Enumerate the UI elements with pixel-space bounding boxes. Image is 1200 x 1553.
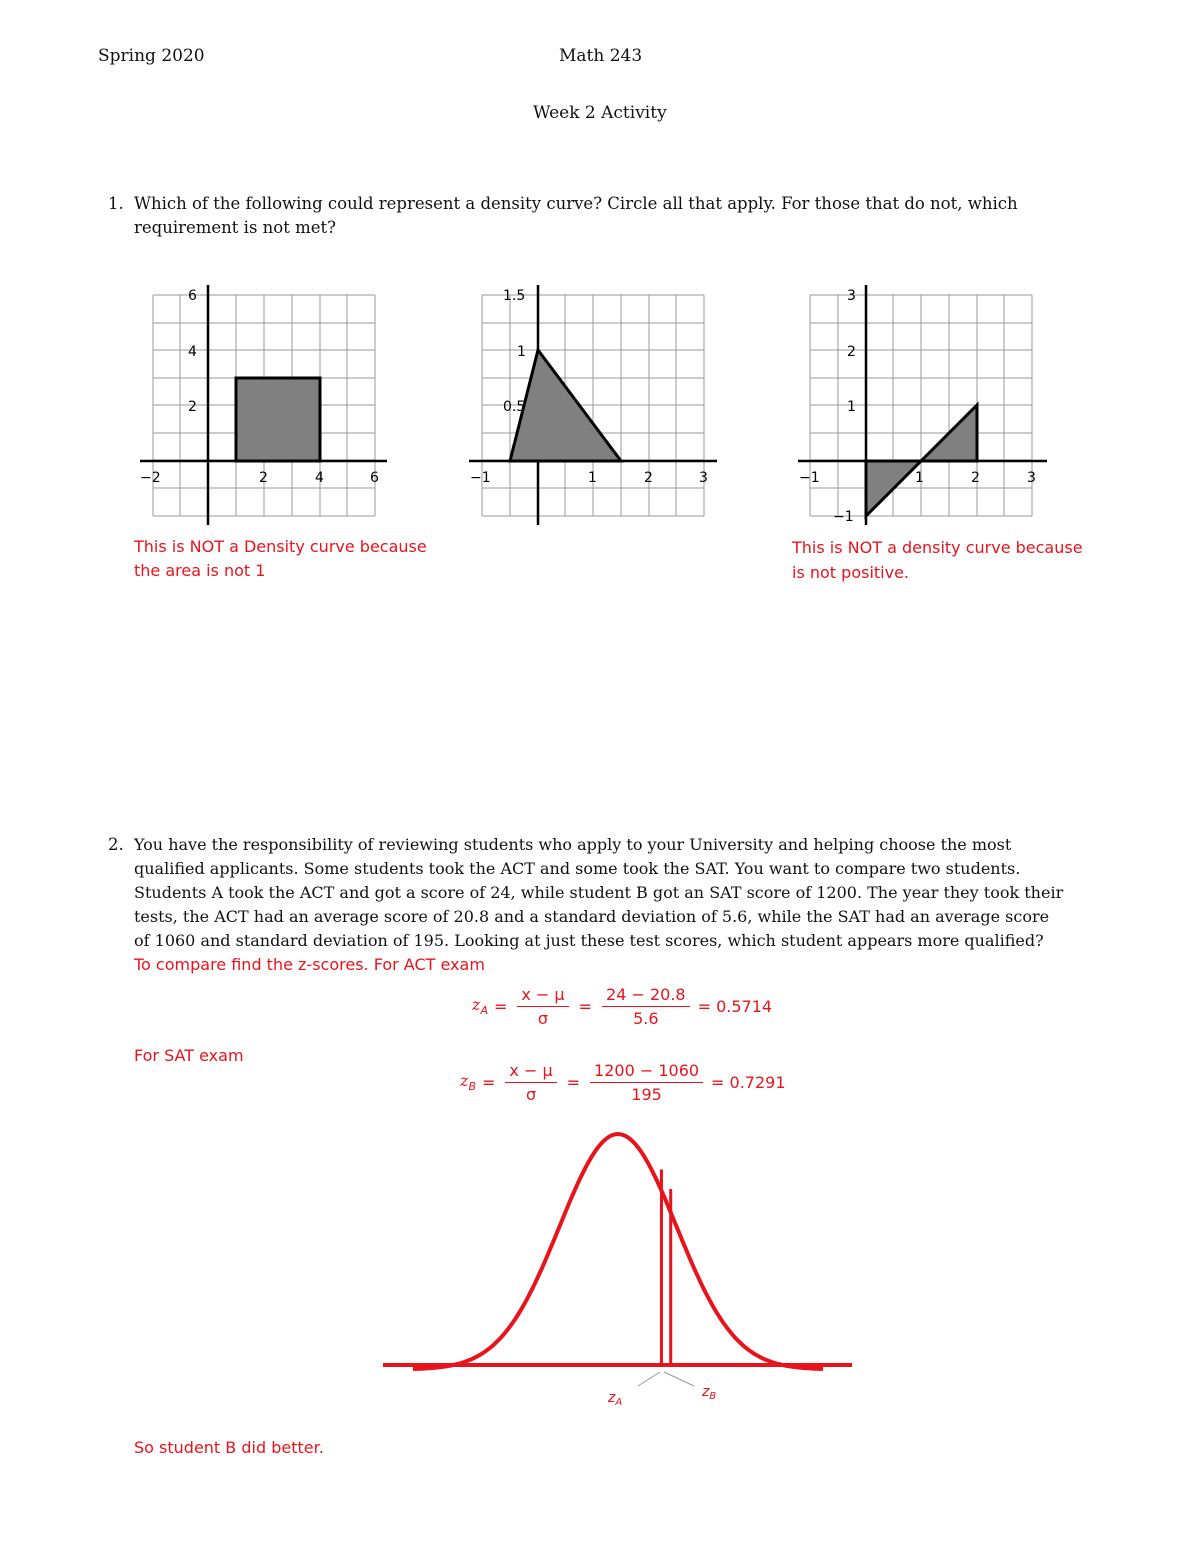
q2-line-3: Students A took the ACT and got a score of 24, while student B got an SAT score of 1200. The year they took their bbox=[134, 883, 1064, 902]
graph-a-xtick-3: 6 bbox=[370, 470, 379, 486]
graph-b-xtick-0: −1 bbox=[470, 470, 491, 486]
eq-a-sub: A bbox=[480, 1004, 488, 1018]
eq-b-den: σ bbox=[525, 1085, 537, 1104]
z-a-pointer bbox=[638, 1372, 660, 1386]
eq-a-num2: 24 − 20.8 bbox=[602, 985, 690, 1007]
graph-a bbox=[135, 280, 395, 530]
q2-line-5: of 1060 and standard deviation of 195. Looking at just these test scores, which student appears more qualified? bbox=[134, 931, 1044, 950]
graph-a-xtick-1: 2 bbox=[259, 470, 268, 486]
graph-c-ytick-0: −1 bbox=[833, 509, 854, 525]
conclusion: So student B did better. bbox=[134, 1438, 324, 1457]
eq-b-den2: 195 bbox=[631, 1085, 662, 1104]
eq-a-lhs: z bbox=[472, 995, 481, 1015]
graph-b-ytick-2: 1.5 bbox=[503, 288, 526, 304]
q2-line-1: You have the responsibility of reviewing students who apply to your University and helping choose the most bbox=[134, 835, 1012, 854]
sat-label: For SAT exam bbox=[134, 1046, 244, 1065]
normal-curve-line bbox=[413, 1134, 823, 1369]
annotation-left-line1: This is NOT a Density curve because bbox=[134, 537, 427, 556]
graph-a-ytick-2: 6 bbox=[188, 288, 197, 304]
z-a-label-main: z bbox=[608, 1390, 616, 1406]
eq-a-den: σ bbox=[537, 1009, 549, 1028]
z-b-label bbox=[701, 1384, 716, 1402]
graph-c-ytick-1: 1 bbox=[847, 399, 856, 415]
q2-answer-intro: To compare find the z-scores. For ACT exam bbox=[134, 955, 485, 974]
annotation-left-line2: the area is not 1 bbox=[134, 561, 266, 580]
q1-number: 1. bbox=[108, 194, 124, 213]
eq-a-result: = 0.5714 bbox=[697, 997, 773, 1016]
graph-c bbox=[795, 280, 1055, 530]
z-b-pointer bbox=[664, 1372, 694, 1386]
graph-b-xtick-2: 2 bbox=[644, 470, 653, 486]
eq-b-result: = 0.7291 bbox=[711, 1073, 786, 1092]
graph-b bbox=[465, 280, 725, 530]
graph-b-ytick-0: 0.5 bbox=[503, 399, 526, 415]
graph-b-xtick-1: 1 bbox=[588, 470, 597, 486]
q2-line-2: qualified applicants. Some students took the ACT and some took the SAT. You want to compare two students. bbox=[134, 859, 1021, 878]
eq-b-num2: 1200 − 1060 bbox=[590, 1061, 703, 1083]
z-b-label-main: z bbox=[702, 1384, 710, 1400]
graph-c-xtick-3: 3 bbox=[1027, 470, 1036, 486]
annotation-right-line2: is not positive. bbox=[792, 563, 909, 582]
graph-a-xtick-0: −2 bbox=[140, 470, 161, 486]
graph-c-ytick-2: 2 bbox=[847, 344, 856, 360]
z-a-label bbox=[607, 1390, 622, 1408]
q2-number: 2. bbox=[108, 835, 124, 854]
q1-text-line1: Which of the following could represent a density curve? Circle all that apply. For those that do not, which bbox=[134, 194, 1018, 213]
z-a-label-sub: A bbox=[615, 1397, 623, 1408]
header-center: Math 243 bbox=[559, 46, 643, 66]
graph-a-rectangle bbox=[236, 378, 320, 461]
eq-b-sub: B bbox=[468, 1080, 476, 1094]
graph-a-ytick-0: 2 bbox=[188, 399, 197, 415]
equation-z-b: $z_B$ = $\frac{x - \mu}{\sigma}$ = $\frac{1200 - 1060}{195}$ = 0.7291 bbox=[460, 1061, 786, 1104]
normal-curve-figure bbox=[380, 1120, 860, 1420]
q2-line-4: tests, the ACT had an average score of 20.8 and a standard deviation of 5.6, while the SAT had an average score bbox=[134, 907, 1050, 926]
graph-b-ytick-1: 1 bbox=[517, 344, 526, 360]
graph-b-xtick-3: 3 bbox=[699, 470, 708, 486]
annotation-right-line1: This is NOT a density curve because bbox=[792, 538, 1083, 557]
graph-c-ytick-3: 3 bbox=[847, 288, 856, 304]
q2-text bbox=[134, 833, 1104, 977]
eq-a-num: x − μ bbox=[517, 985, 568, 1007]
header-left: Spring 2020 bbox=[98, 46, 205, 66]
graph-c-xtick-0: −1 bbox=[799, 470, 820, 486]
graph-a-xtick-2: 4 bbox=[315, 470, 324, 486]
graph-a-ytick-1: 4 bbox=[188, 344, 197, 360]
eq-b-num: x − μ bbox=[505, 1061, 556, 1083]
q1-text-line2: requirement is not met? bbox=[134, 218, 336, 237]
graph-c-xtick-2: 2 bbox=[971, 470, 980, 486]
eq-b-lhs: z bbox=[460, 1071, 469, 1091]
graph-c-xtick-1: 1 bbox=[915, 470, 924, 486]
page-title: Week 2 Activity bbox=[533, 103, 667, 123]
eq-a-den2: 5.6 bbox=[633, 1009, 659, 1028]
equation-z-a: $z_A$ = $\frac{x - \mu}{\sigma}$ = $\frac{24 - 20.8}{5.6}$ = 0.5714 bbox=[472, 985, 773, 1028]
z-b-label-sub: B bbox=[709, 1391, 717, 1402]
